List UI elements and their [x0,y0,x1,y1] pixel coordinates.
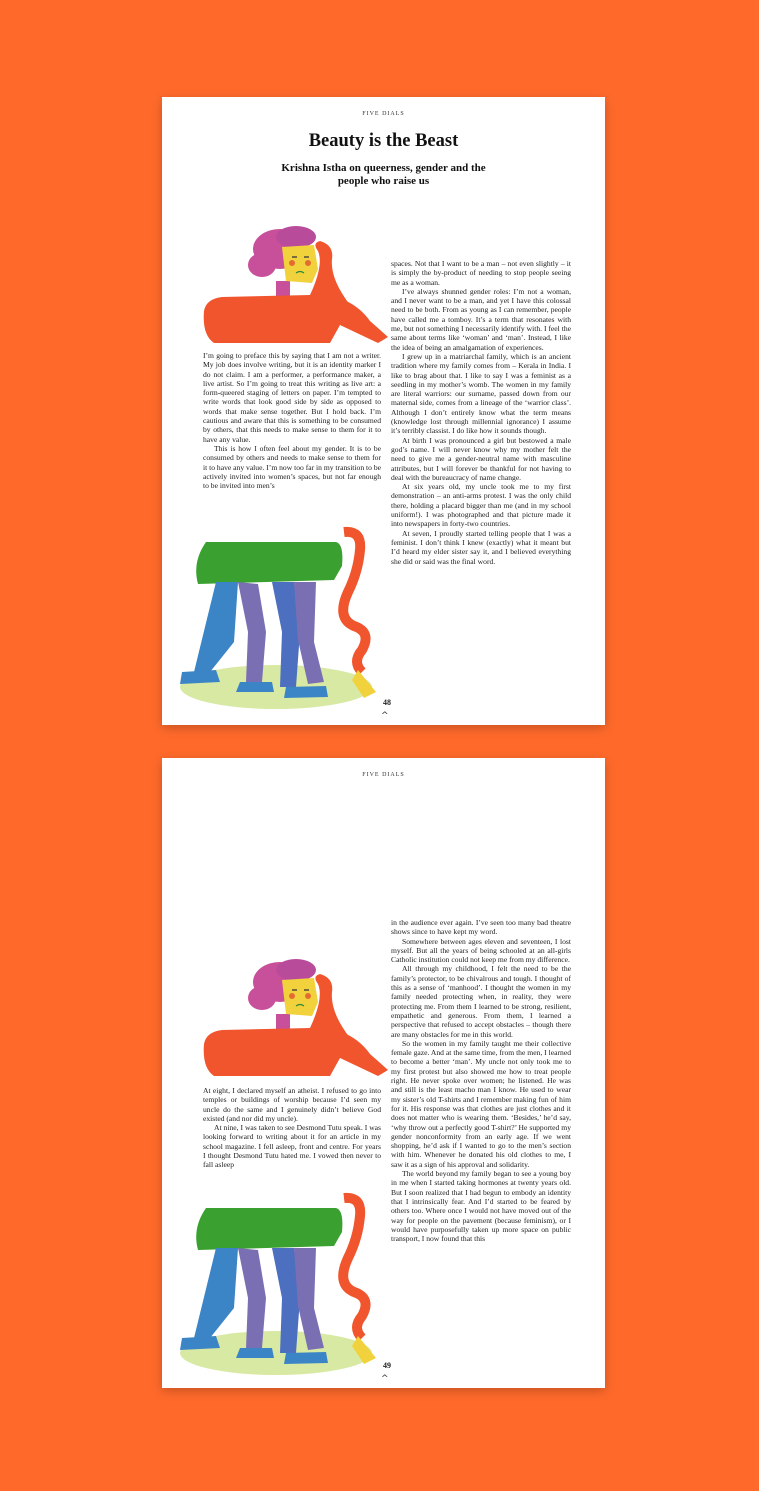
paragraph: At seven, I proudly started telling people that I was a feminist. I don’t think I knew (exactly) what it meant but I’d heard my elder sister say it, and I believed everything she did or said was the final word. [391,528,571,566]
chevron-up-icon[interactable]: ^ [381,1374,389,1384]
paragraph: I grew up in a matriarchal family, which is an ancient tradition where my family comes from – Kerala in India. I like to brag about that. I like to say I was a feminist as a seedling in my mother’s womb. The women in my family are literal warriors: our surname, passed down from our maternal side, comes from a lineage of the ‘warrior class’. Although I don’t entirely know what the term means (knowledge lost through millennial ignorance) I assume it’s terribly classist. I do like how it sounds though. [391,351,571,436]
page-number: 48 [383,698,391,707]
article-title: Beauty is the Beast [308,131,459,151]
text-column-left [203,1086,381,1170]
paragraph: I’ve always shunned gender roles: I’m not a woman, and I never want to be a man, and yet I have this colossal need to be both. From as young as I can remember, people have called me a tomboy. It’s a term that resonates with me, but not something I necessarily identify with. I feel the same about terms like ‘woman’ and ‘man’. Instead, I like the idea of being an amalgamation of experiences. [391,286,571,352]
paragraph: I’m going to preface this by saying that I am not a writer. My job does involve writing, but it is an identity marker I do not claim. I am a performer, a performance maker, a live artist. So I’m going to treat this writing as live art: a form-queered staging of letters on paper. I’m tempted to write words that look good side by side as opposed to words that make sense together. But I hold back. I’m cautious and aware that this is something to be consumed by others, that this needs to make sense to them for it to have any value. [203,351,381,444]
figure-upper-illustration [200,958,400,1078]
chevron-up-icon[interactable]: ^ [381,711,389,721]
paragraph: spaces. Not that I want to be a man – not even slightly – it is simply the by-product of needing to stop people seeing me as a woman. [391,259,571,287]
figure-lower-illustration [176,522,386,717]
figure-upper-illustration [200,225,400,345]
paragraph: This is how I often feel about my gender. It is to be consumed by others and needs to make sense to them for it to have any value. I’m now too far in my transition to be actively invited into women’s spaces, but not far enough to be invited into men’s [203,443,381,491]
paragraph: in the audience ever again. I’ve seen too many bad theatre shows since to have kept my word. [391,918,571,937]
paragraph: Somewhere between ages eleven and seventeen, I lost myself. But all the years of being schooled at an all-girls Catholic institution could not keep me from my difference. [391,936,571,965]
magazine-page-48 [162,97,605,725]
paragraph: At six years old, my uncle took me to my first demonstration – an anti-arms protest. I was the only child there, holding a placard bigger than me (and in my school uniform!). I was photographed and that picture made it into newspapers in forty-two countries. [391,482,571,529]
running-head: FIVE DIALS [362,772,405,778]
text-column-left [203,351,381,490]
paragraph: At nine, I was taken to see Desmond Tutu speak. I was looking forward to writing about it for an article in my school magazine. I fell asleep, front and centre. For years I thought Desmond Tutu hated me. I vowed then never to fall asleep [203,1123,381,1170]
running-head: FIVE DIALS [362,111,405,117]
text-column-right [391,918,571,1243]
paragraph: So the women in my family taught me their collective female gaze. And at the same time, from the men, I learned to become a better ‘man’. My uncle not only took me to my first protest but also showed me how to treat people right. He never spoke over women; he listened. He was and still is the least macho man I know. He used to wear my sister’s old T-shirts and I remember making fun of him for it. His response was that clothes are just clothes and it does not matter who is wearing them. ‘Besides,’ he’d say, ‘why throw out a perfectly good T-shirt?’ He supported my gender nonconformity from an early age. If we went shopping, he’d ask if I wanted to go to the men’s section with him. Whenever he donated his old clothes to me, I saw it as a sign of his approval and solidarity. [391,1038,571,1169]
article-subtitle: Krishna Istha on queerness, gender and the people who raise us [281,162,486,187]
paragraph: All through my childhood, I felt the need to be the family’s protector, to be chivalrous and tough. I thought of this as a sense of ‘manhood’. I thought the women in my family needed protecting when, in reality, they were protecting me. From them I learned to be strong, resilient, empathetic and generous. From them, I learned a perspective that refused to accept obstacles – though there are many obstacles for me in this world. [391,964,571,1039]
magazine-page-49 [162,758,605,1388]
text-column-right [391,259,571,566]
figure-lower-illustration [176,1188,386,1383]
paragraph: At birth I was pronounced a girl but bestowed a male god’s name. I will never know why my mother felt the need to give me a gender-neutral name with masculine attributes, but I will forever be thankful for not having to deal with the bureaucracy of name change. [391,435,571,482]
page-number: 49 [383,1361,391,1370]
paragraph: The world beyond my family began to see a young boy in me when I started taking hormones at twenty years old. But I soon realized that I had begun to embody an identity that I intrinsically fear. And I’d started to be feared by others too. Where once I would not have moved out of the way for people on the pavement (because feminism), or I would have purposefully taken up more space on public transport, I now found that this [391,1169,571,1244]
paragraph: At eight, I declared myself an atheist. I refused to go into temples or buildings of worship because I’d seen my uncle do the same and I genuinely didn’t believe God existed (and nor did my uncle). [203,1086,381,1123]
